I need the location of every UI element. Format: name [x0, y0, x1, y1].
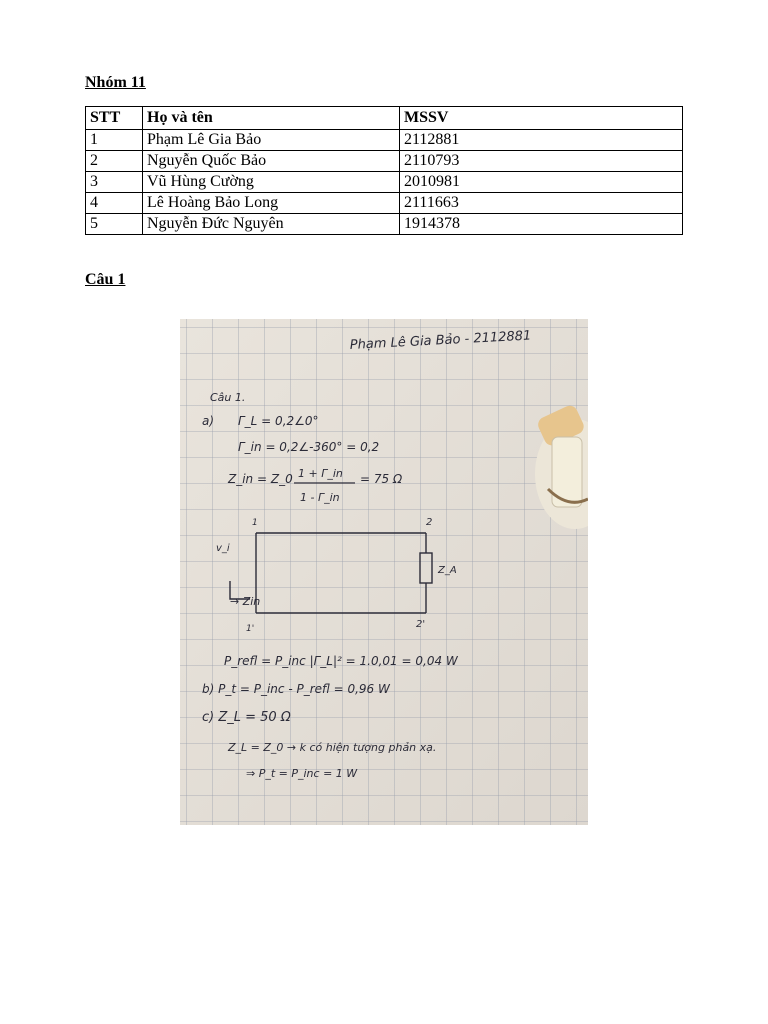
cell-mssv: 2010981: [400, 172, 683, 193]
hw-p-refl: P_refl = P_inc |Γ_L|² = 1.0,01 = 0,04 W: [224, 654, 458, 668]
signature-text: Phạm Lê Gia Bảo - 2112881: [349, 328, 532, 353]
cell-mssv: 1914378: [400, 214, 683, 235]
hw-node-2p: 2': [416, 619, 426, 630]
header-stt: STT: [86, 107, 143, 130]
cell-mssv: 2111663: [400, 193, 683, 214]
hw-question-title: Câu 1.: [210, 391, 246, 404]
hw-part-c: c) Z_L = 50 Ω: [202, 710, 291, 725]
table-row: [86, 214, 683, 235]
cell-mssv: 2112881: [400, 130, 683, 151]
header-name: Họ và tên: [143, 107, 400, 130]
hw-zin-lhs: Z_in = Z_0: [228, 472, 293, 486]
table-row: [86, 151, 683, 172]
hw-zin-arrow-label: → Zin: [230, 595, 261, 608]
cell-stt: 4: [86, 193, 143, 214]
hw-part-a-label: a): [202, 414, 215, 428]
cell-name: Nguyễn Đức Nguyên: [143, 214, 400, 235]
hw-node-1p: 1': [246, 624, 255, 634]
hw-zin-numerator: 1 + Γ_in: [298, 467, 343, 480]
cell-name: Nguyễn Quốc Bảo: [143, 151, 400, 172]
hw-part-b: b) P_t = P_inc - P_refl = 0,96 W: [202, 682, 390, 696]
hw-load-label: Z_A: [438, 565, 457, 576]
cell-stt: 1: [86, 130, 143, 151]
cell-stt: 3: [86, 172, 143, 193]
header-mssv: MSSV: [400, 107, 683, 130]
hw-source-label: v_i: [216, 543, 230, 554]
table-row: [86, 130, 683, 151]
hw-node-2: 2: [426, 517, 433, 528]
question-heading: Câu 1: [85, 271, 126, 288]
hw-part-c-line3: ⇒ P_t = P_inc = 1 W: [246, 767, 358, 780]
hw-part-c-line2: Z_L = Z_0 → k có hiện tượng phản xạ.: [228, 741, 437, 754]
hw-node-1: 1: [252, 518, 258, 528]
cell-name: Lê Hoàng Bảo Long: [143, 193, 400, 214]
member-table: [85, 106, 683, 235]
hw-zin-denominator: 1 - Γ_in: [300, 491, 340, 504]
cell-mssv: 2110793: [400, 151, 683, 172]
cell-name: Phạm Lê Gia Bảo: [143, 130, 400, 151]
cell-name: Vũ Hùng Cường: [143, 172, 400, 193]
hw-gamma-l: Γ_L = 0,2∠0°: [238, 414, 319, 428]
table-header-row: [86, 107, 683, 130]
cell-stt: 5: [86, 214, 143, 235]
hw-gamma-in: Γ_in = 0,2∠-360° = 0,2: [238, 440, 380, 454]
group-heading: Nhóm 11: [85, 74, 146, 91]
table-row: [86, 193, 683, 214]
handwritten-solution-photo: [180, 319, 588, 825]
cell-stt: 2: [86, 151, 143, 172]
table-row: [86, 172, 683, 193]
hw-zin-rhs: = 75 Ω: [360, 472, 403, 486]
